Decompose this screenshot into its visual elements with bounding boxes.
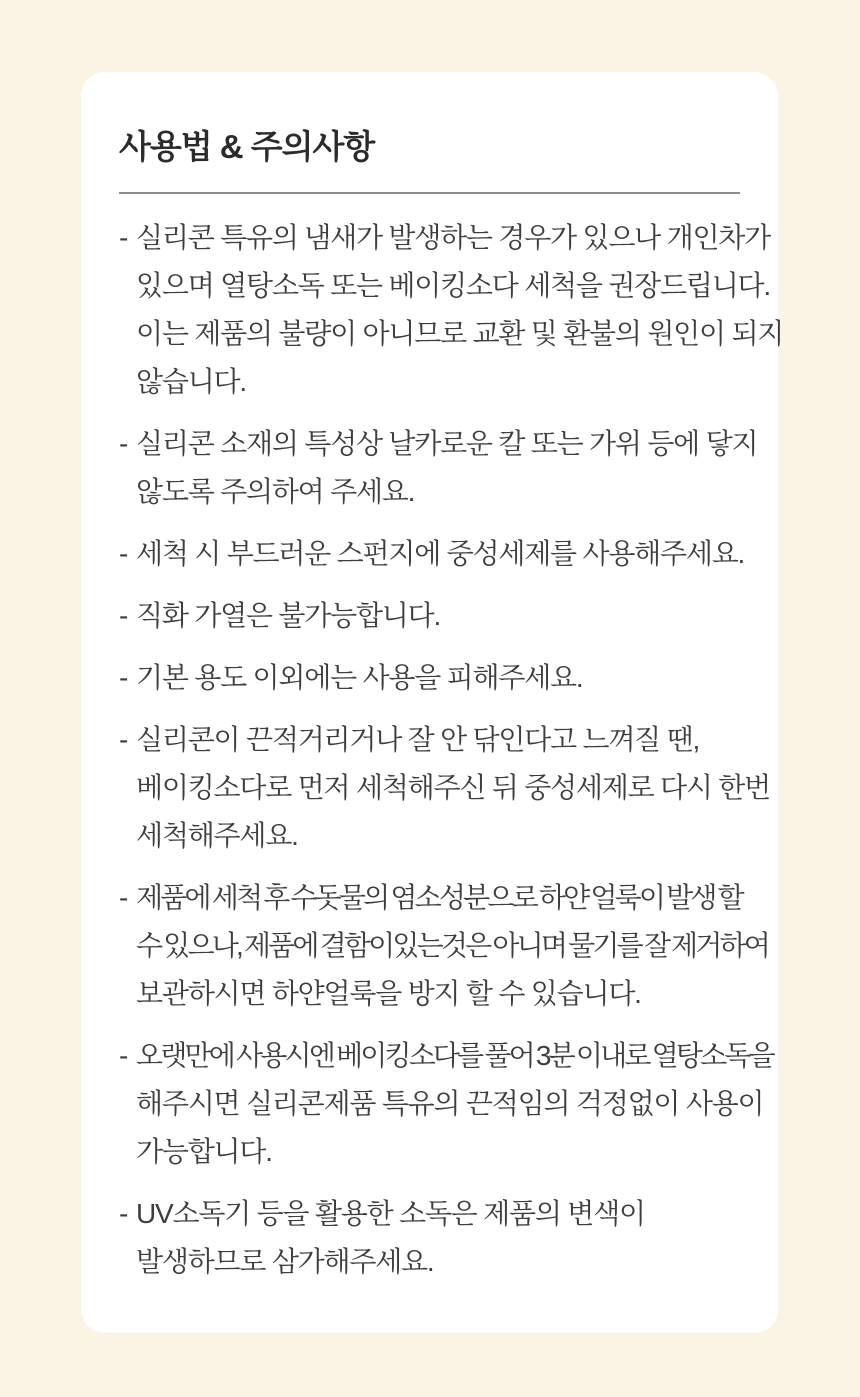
- note-line: 베이킹소다로 먼저 세척해주신 뒤 중성세제로 다시 한번: [136, 772, 770, 803]
- bullet-dash: -: [119, 882, 128, 913]
- note-item: [119, 1032, 773, 1176]
- note-item: [119, 214, 784, 406]
- note-line: 발생하므로 삼가해주세요.: [136, 1246, 434, 1277]
- note-line: 이는 제품의 불량이 아니므로 교환 및 환불의 원인이 되지: [136, 318, 784, 349]
- bullet-dash: -: [119, 538, 128, 569]
- bullet-dash: -: [119, 222, 128, 253]
- note-item: [119, 1190, 740, 1286]
- note-item: [119, 874, 769, 1018]
- note-line: 보관하시면 하얀얼룩을 방지 할 수 있습니다.: [136, 978, 641, 1009]
- bullet-dash: -: [119, 600, 128, 631]
- note-line: 있으며 열탕소독 또는 베이킹소다 세척을 권장드립니다.: [136, 270, 770, 301]
- note-item: [119, 530, 745, 578]
- note-line: 않습니다.: [136, 366, 246, 397]
- note-line: UV소독기 등을 활용한 소독은 제품의 변색이: [136, 1198, 645, 1229]
- note-line: 실리콘이 끈적거리거나 잘 안 닦인다고 느껴질 땐,: [136, 724, 700, 755]
- bullet-dash: -: [119, 1040, 128, 1071]
- note-item: [119, 420, 758, 516]
- note-line: 않도록 주의하여 주세요.: [136, 476, 415, 507]
- note-line: 직화 가열은 불가능합니다.: [136, 600, 441, 631]
- note-item: [119, 716, 770, 860]
- usage-caution-card: [81, 72, 784, 1333]
- note-line: 실리콘 소재의 특성상 날카로운 칼 또는 가위 등에 닿지: [136, 428, 758, 459]
- note-item: [119, 654, 740, 702]
- note-line: 세척해주세요.: [136, 820, 298, 851]
- note-line: 해주시면 실리콘제품 특유의 끈적임의 걱정없이 사용이: [136, 1088, 764, 1119]
- note-line: 기본 용도 이외에는 사용을 피해주세요.: [136, 662, 583, 693]
- note-line: 오랫만에 사용시엔 베이킹소다를 풀어 3분 이내로 열탕소독을: [136, 1040, 773, 1071]
- note-line: 가능합니다.: [136, 1136, 272, 1167]
- note-line: 수 있으나, 제품에 결함이있는것은 아니며 물기를 잘 제거하여: [136, 930, 769, 961]
- bullet-dash: -: [119, 1198, 128, 1229]
- bullet-dash: -: [119, 662, 128, 693]
- section-title: 사용법 & 주의사항: [119, 128, 375, 165]
- note-line: 세척 시 부드러운 스펀지에 중성세제를 사용해주세요.: [136, 538, 745, 569]
- notes-list: [119, 214, 784, 1286]
- note-line: 제품에 세척 후 수돗물의 염소성분으로 하얀 얼룩이 발생 할: [136, 882, 742, 913]
- bullet-dash: -: [119, 428, 128, 459]
- note-line: 실리콘 특유의 냄새가 발생하는 경우가 있으나 개인차가: [136, 222, 770, 253]
- title-divider: [119, 192, 740, 194]
- note-item: [119, 592, 740, 640]
- bullet-dash: -: [119, 724, 128, 755]
